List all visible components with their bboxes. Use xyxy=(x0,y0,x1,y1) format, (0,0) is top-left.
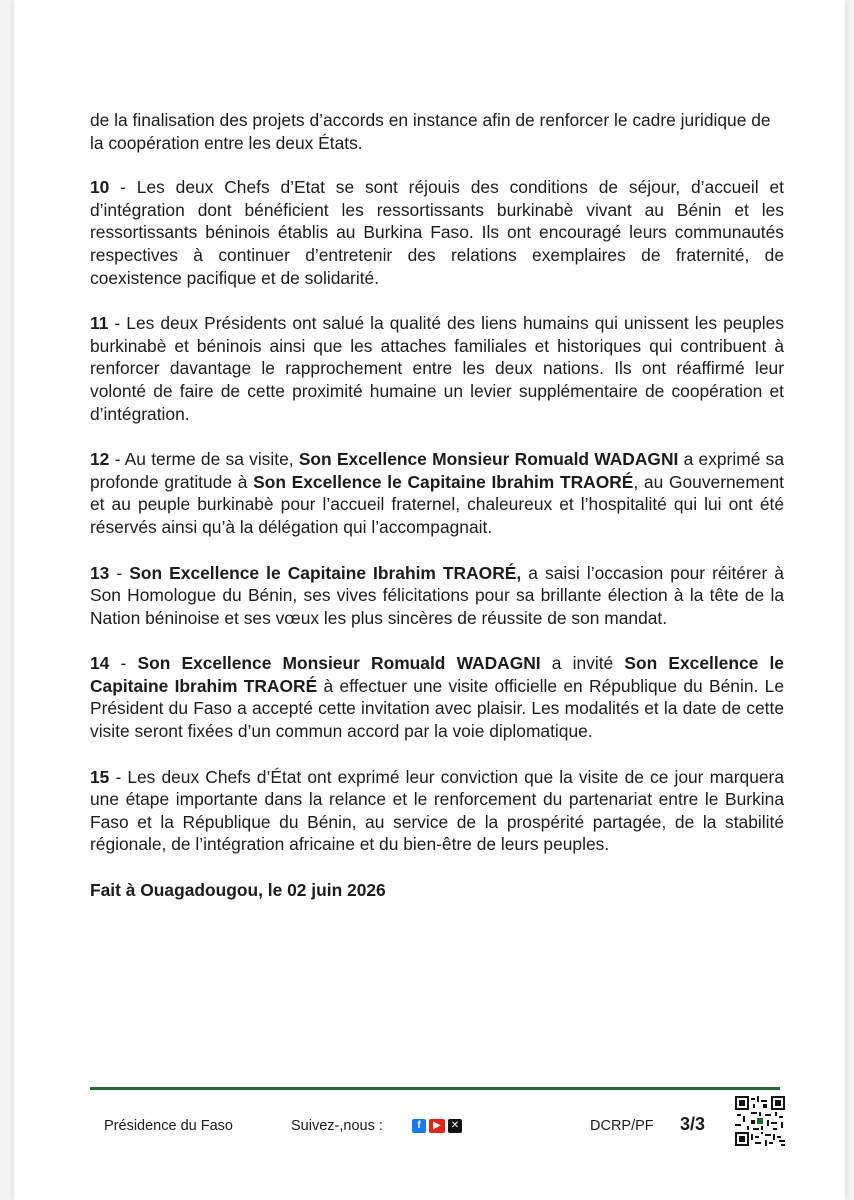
paragraph xyxy=(90,766,784,856)
paragraph-text: - xyxy=(109,562,130,583)
footer-divider xyxy=(90,1087,780,1090)
paragraph-number: 15 xyxy=(90,766,110,787)
emphasis-text: Son Excellence le Capitaine Ibrahim TRAORÉ, xyxy=(129,562,522,583)
paragraph-text: - Les deux Chefs d’État ont exprimé leur conviction que la visite de ce jour marquera une étape importante dans la relance et le renforcement du partenariat entre le Burkina Faso et la République du Bénin, au service de la prospérité partagée, de la stabilité régionale, de l’intégration africaine et du bien-être de leurs peuples. xyxy=(90,766,784,855)
footer-presidency: Présidence du Faso xyxy=(104,1118,233,1134)
paragraph-text: , au Gouvernement et au peuple burkinabè pour l’accueil fraternel, chaleureux et l’hospitalité qui lui ont été réservés ainsi qu’à la délégation qui l’accompagnait. xyxy=(90,471,785,537)
paragraph-number: 14 xyxy=(90,653,110,674)
facebook-icon[interactable]: f xyxy=(412,1119,426,1133)
paragraph-text: à effectuer une visite officielle en République du Bénin. Le Président du Faso a accepté cette invitation avec plaisir. Les modalités et la date de cette visite seront fixées d’un commun accord par la voie diplomatique. xyxy=(90,675,784,742)
paragraph-number: 11 xyxy=(90,313,109,334)
paragraph-list xyxy=(90,109,784,856)
document-body xyxy=(90,109,784,902)
paragraph-text: a saisi l’occasion pour réitérer à Son Homologue du Bénin, ses vives félicitations pour sa brillante élection à la tête de la Nation béninoise et ses vœux les plus sincères de réussite de son mandat. xyxy=(90,562,784,628)
paragraph-text: - xyxy=(109,653,138,674)
paragraph-text: - Les deux Présidents ont salué la qualité des liens humains qui unissent les peuples burkinabè et béninois ainsi que les attaches familiales et historiques qui contribuent à renforcer davantage le rapprochement entre les deux nations. Ils ont réaffirmé leur volonté de faire de cette proximité humaine un levier supplémentaire de coopération et d’intégration. xyxy=(90,313,784,424)
footer xyxy=(90,1110,780,1150)
paragraph-number: 12 xyxy=(90,449,110,470)
page-number: 3/3 xyxy=(680,1114,706,1134)
emphasis-text: Son Excellence le Capitaine Ibrahim TRAORÉ xyxy=(90,653,784,696)
closing-line: Fait à Ouagadougou, le 02 juin 2026 xyxy=(90,880,386,901)
emphasis-text: Son Excellence le Capitaine Ibrahim TRAORÉ xyxy=(253,471,634,492)
paragraph xyxy=(90,109,784,154)
paragraph-text: - Les deux Chefs d’Etat se sont réjouis des conditions de séjour, d’accueil et d’intégration dont bénéficient les ressortissants burkinabè vivant au Bénin et les ressortissants béninois établis au Burkina Faso. Ils ont encouragé leurs communautés respectives à continuer d’entretenir des relations exemplaires de fraternité, de coexistence pacifique et de solidarité. xyxy=(90,177,784,288)
footer-follow-label: Suivez-,nous : xyxy=(291,1118,383,1134)
paragraph-text: a exprimé sa profonde gratitude à xyxy=(90,449,784,492)
document-page xyxy=(14,0,845,1200)
emphasis-text: Son Excellence Monsieur Romuald WADAGNI xyxy=(298,449,679,470)
paragraph xyxy=(90,562,784,630)
paragraph xyxy=(90,176,784,289)
emphasis-text: Son Excellence Monsieur Romuald WADAGNI xyxy=(137,653,541,674)
qr-code-icon xyxy=(735,1096,785,1146)
paragraph-number: 13 xyxy=(90,562,110,583)
footer-reference: DCRP/PF xyxy=(590,1118,654,1134)
youtube-icon[interactable]: ▶ xyxy=(429,1119,445,1133)
paragraph xyxy=(90,652,784,742)
paragraph-number: 10 xyxy=(90,177,110,198)
paragraph-text: a invité xyxy=(540,653,625,674)
paragraph xyxy=(90,448,784,538)
paragraph-text: de la finalisation des projets d’accords en instance afin de renforcer le cadre juridique de la coopération entre les deux États. xyxy=(90,110,771,153)
paragraph-text: - Au terme de sa visite, xyxy=(109,449,299,470)
paragraph xyxy=(90,312,784,425)
social-icons xyxy=(412,1119,462,1133)
x-icon[interactable]: ✕ xyxy=(448,1119,462,1133)
